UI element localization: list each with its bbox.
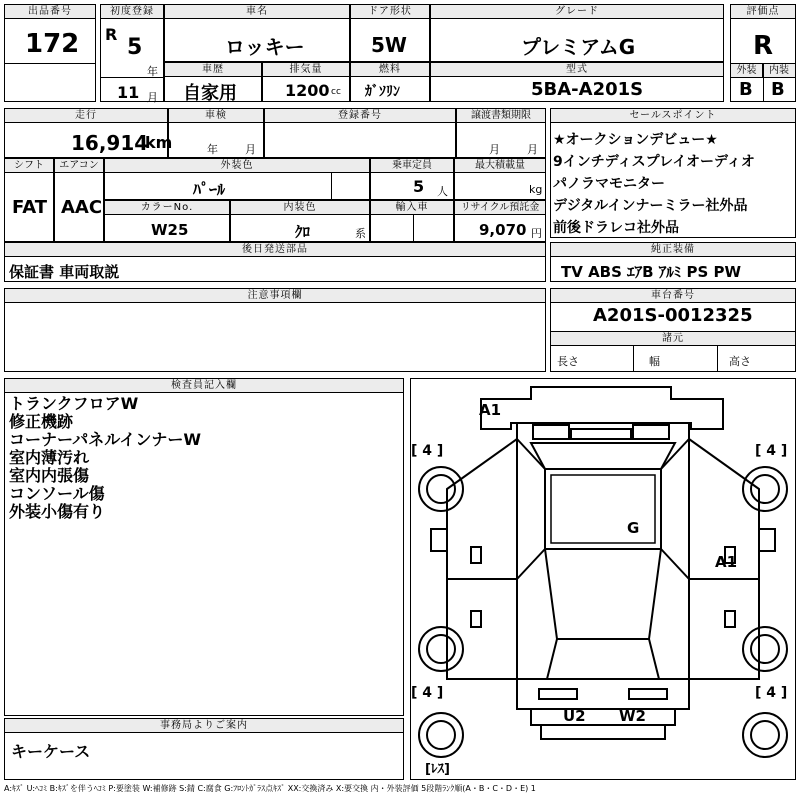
month-unit: 月 <box>147 91 158 104</box>
later-parts-label: 後日発送部品 <box>5 243 545 257</box>
chassis-box <box>550 288 796 372</box>
office-label: 事務局よりご案内 <box>5 719 403 733</box>
genuine-value: TV ABS ｴｱB ｱﾙﾐ PS PW <box>561 263 742 281</box>
inspector-note: コーナーパネルインナーW <box>9 430 202 449</box>
ext-color-box <box>104 158 370 200</box>
sales-point-list <box>553 129 755 239</box>
inspection-label: 車検 <box>169 109 263 123</box>
year-value: 5 <box>127 35 143 60</box>
inspection-year-label: 年 <box>207 143 218 156</box>
chassis-label: 車台番号 <box>551 289 795 303</box>
sales-point-item: パノラマモニター <box>553 176 665 192</box>
year-unit: 年 <box>147 65 158 78</box>
color-no-value: W25 <box>151 221 189 239</box>
caution-box <box>4 288 546 372</box>
genuine-label: 純正装備 <box>551 243 795 257</box>
import-label: 輸入車 <box>371 201 453 215</box>
recycle-value: 9,070 <box>479 221 527 239</box>
first-registration-box <box>100 4 164 102</box>
transfer-month-label: 月 <box>489 143 500 156</box>
ext-color-label: 外装色 <box>105 159 369 173</box>
month-value: 11 <box>117 83 140 102</box>
inspector-box <box>4 378 404 716</box>
kei-unit: 系 <box>355 227 366 240</box>
transfer-day-label: 月 <box>527 143 538 156</box>
damage-mark-u2: U2 <box>563 707 586 725</box>
fuel-label: 燃料 <box>351 63 429 77</box>
legend-text: A:ｷｽﾞ U:ﾍｺﾐ B:ｷｽﾞを伴うﾍｺﾐ P:要塗装 W:補修跡 S:錆 C:腐食 G:ﾌﾛﾝﾄｶﾞﾗｽ点ｷｽﾞ XX:交換済み X:要交換 内・外装評価 5段階ﾗﾝｸ順(A・B・C・D・E) 1 <box>4 784 536 793</box>
fuel-box <box>350 62 430 102</box>
capacity-label: 乗車定員 <box>371 159 453 173</box>
later-parts-value: 保証書 車両取説 <box>9 263 120 281</box>
sales-point-item: 前後ドラレコ社外品 <box>553 220 679 236</box>
model-label: 型式 <box>431 63 723 77</box>
persons-unit: 人 <box>437 185 448 198</box>
int-color-label: 内装色 <box>231 201 369 215</box>
sales-point-item: デジタルインナーミラー社外品 <box>553 198 748 214</box>
sales-point-item: 9インチディスプレイオーディオ <box>553 154 755 170</box>
car-name-value: ロッキー <box>225 35 305 59</box>
history-label: 車歴 <box>165 63 261 77</box>
mileage-label: 走行 <box>5 109 167 123</box>
specs-label: 諸元 <box>551 331 795 346</box>
sales-point-label: セールスポイント <box>551 109 795 123</box>
sales-point-item: ★オークションデビュー★ <box>553 132 718 148</box>
office-box <box>4 718 404 780</box>
color-no-label: カラーNo. <box>105 201 229 215</box>
history-value: 自家用 <box>183 83 237 104</box>
lot-number-box <box>4 4 96 102</box>
era-value: R <box>105 25 118 44</box>
grade-label: グレード <box>431 5 723 19</box>
ext-color-value: ﾊﾟｰﾙ <box>193 180 226 199</box>
first-registration-label: 初度登録 <box>101 5 163 19</box>
fuel-value: ｶﾞｿﾘﾝ <box>365 84 400 100</box>
capacity-value: 5 <box>413 177 425 196</box>
cc-unit: cc <box>331 87 341 97</box>
inspector-note: トランクフロアW <box>9 394 139 413</box>
score-value: R <box>753 31 774 61</box>
inspection-box <box>168 108 264 158</box>
door-box <box>350 4 430 62</box>
displacement-label: 排気量 <box>263 63 349 77</box>
door-label: ドア形状 <box>351 5 429 19</box>
interior-label: 内装 <box>763 64 795 78</box>
capacity-box <box>370 158 454 200</box>
aircon-box <box>54 158 104 242</box>
inspector-note: 室内内張傷 <box>9 466 90 485</box>
tire-tread-front-left: [ 4 ] <box>411 443 444 459</box>
tire-tread-rear-left: [ 4 ] <box>411 685 444 701</box>
lot-number-label: 出品番号 <box>5 5 95 19</box>
inspector-note: 室内薄汚れ <box>9 448 90 467</box>
damage-mark-w2: W2 <box>619 707 646 725</box>
width-label: 幅 <box>649 355 660 368</box>
shift-value: FAT <box>12 197 48 218</box>
later-parts-box <box>4 242 546 282</box>
grade-value: プレミアムG <box>521 35 636 59</box>
exterior-label: 外装 <box>731 64 763 78</box>
interior-grade-value: B <box>771 79 785 100</box>
registration-label: 登録番号 <box>265 109 455 123</box>
genuine-box <box>550 242 796 282</box>
tire-tread-front-right: [ 4 ] <box>755 443 788 459</box>
caution-label: 注意事項欄 <box>5 289 545 303</box>
model-value: 5BA-A201S <box>531 79 644 100</box>
damage-mark-g: G <box>627 519 640 537</box>
registration-box <box>264 108 456 158</box>
length-label: 長さ <box>557 355 579 368</box>
transfer-doc-label: 譲渡書類期限 <box>457 109 545 123</box>
car-name-box <box>164 4 350 62</box>
displacement-value: 1200 <box>285 81 330 100</box>
score-label: 評価点 <box>731 5 795 19</box>
inspector-notes <box>9 395 201 521</box>
displacement-box <box>262 62 350 102</box>
exterior-grade-value: B <box>739 79 753 100</box>
grade-box <box>430 4 724 62</box>
damage-mark-a1-top: A1 <box>479 401 502 419</box>
height-label: 高さ <box>729 355 751 368</box>
sales-point-box <box>550 108 796 238</box>
tire-tread-rear-right: [ 4 ] <box>755 685 788 701</box>
shift-label: シフト <box>5 159 53 173</box>
inspector-note: 外装小傷有り <box>9 502 106 521</box>
spare-tire-label: [ﾚｽ] <box>425 762 450 777</box>
max-load-box <box>454 158 546 200</box>
car-diagram <box>411 379 795 779</box>
yen-unit: 円 <box>531 227 542 240</box>
damage-mark-a1-right: A1 <box>715 553 738 571</box>
recycle-label: リサイクル預託金 <box>455 201 545 215</box>
car-name-label: 車名 <box>165 5 349 19</box>
inspector-note: コンソール傷 <box>9 484 105 503</box>
door-value: 5W <box>371 33 407 57</box>
shift-box <box>4 158 54 242</box>
inspector-note: 修正機跡 <box>9 412 74 431</box>
recycle-box <box>454 200 546 242</box>
aircon-label: エアコン <box>55 159 103 173</box>
office-value: キーケース <box>11 742 91 761</box>
inspector-label: 検査員記入欄 <box>5 379 403 393</box>
model-box <box>430 62 724 102</box>
int-color-box <box>230 200 370 242</box>
inspection-month-label: 月 <box>245 143 256 156</box>
max-load-label: 最大積載量 <box>455 159 545 173</box>
mileage-value: 16,914 <box>71 131 149 155</box>
car-diagram-box <box>410 378 796 780</box>
import-box <box>370 200 454 242</box>
aircon-value: AAC <box>61 197 103 218</box>
km-unit: km <box>145 133 173 152</box>
chassis-value: A201S-0012325 <box>593 305 753 326</box>
score-box <box>730 4 796 102</box>
transfer-doc-box <box>456 108 546 158</box>
lot-number-value: 172 <box>25 29 80 59</box>
history-box <box>164 62 262 102</box>
color-no-box <box>104 200 230 242</box>
kg-unit: kg <box>529 183 543 196</box>
mileage-box <box>4 108 173 158</box>
int-color-value: ｸﾛ <box>295 223 311 241</box>
